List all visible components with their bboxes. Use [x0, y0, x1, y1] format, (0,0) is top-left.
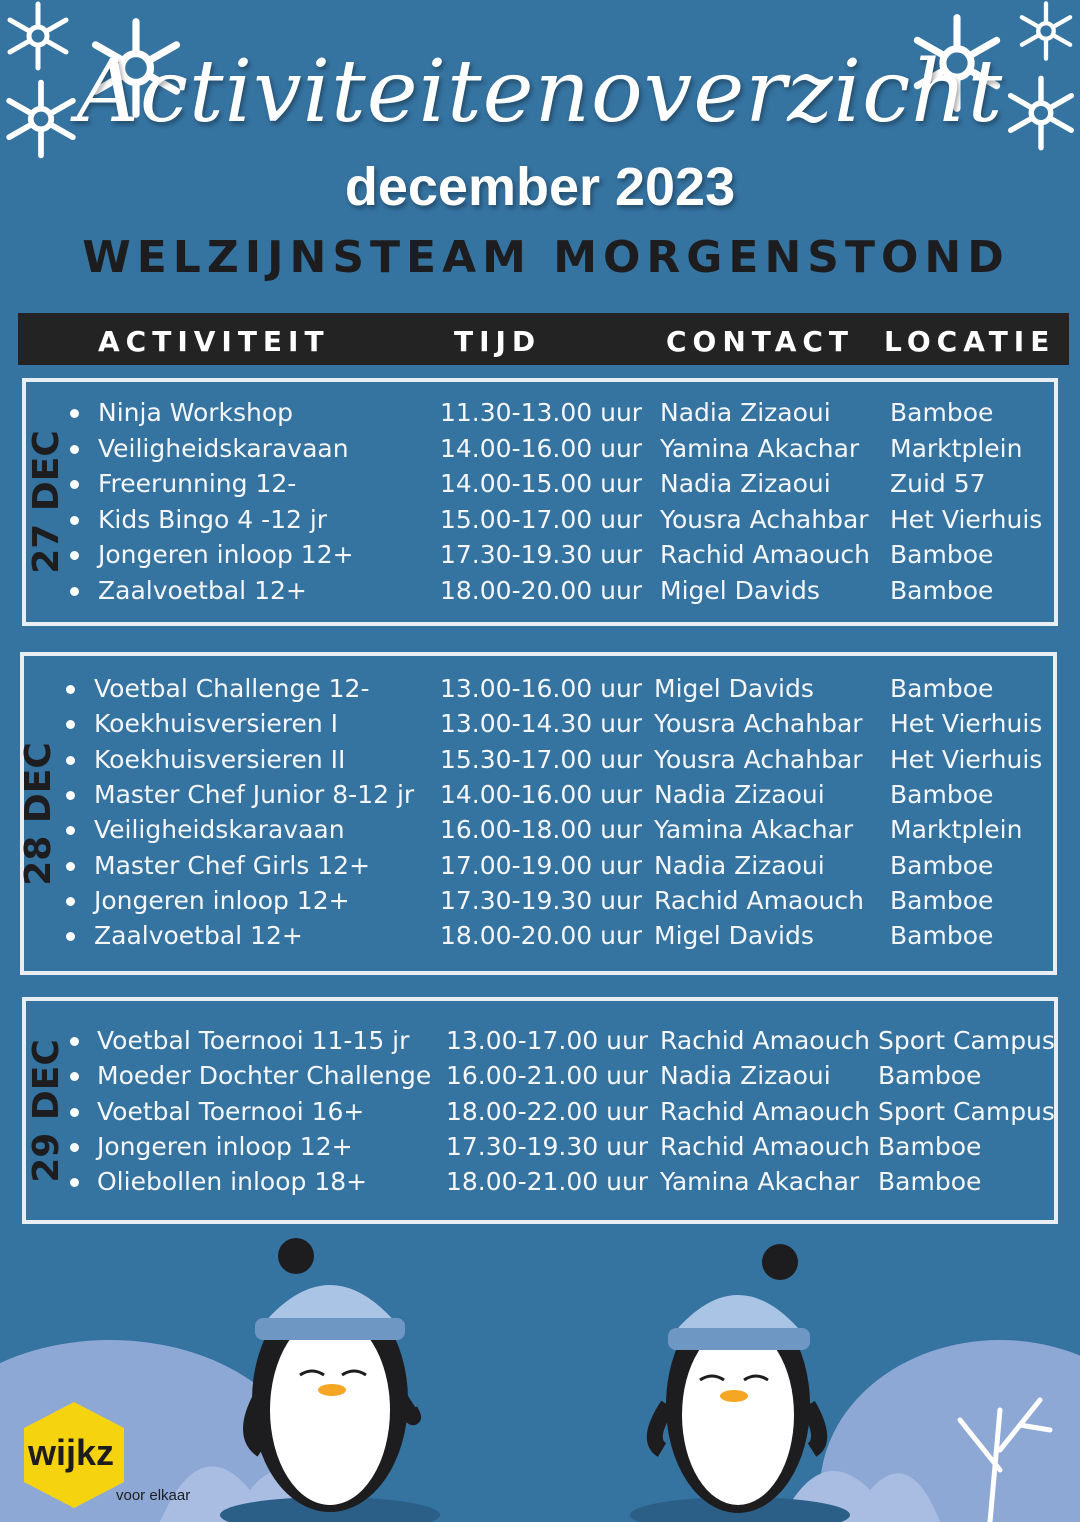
bullet-icon — [70, 409, 79, 418]
row-time: 18.00-20.00 uur — [440, 575, 643, 605]
day-label: 27 DEC — [26, 430, 67, 574]
row-contact: Nadia Zizaoui — [660, 398, 831, 427]
row-contact: Yousra Achahbar — [660, 504, 869, 534]
row-activity: Voetbal Toernooi 16+ — [97, 1096, 365, 1126]
row-activity: Koekhuisversieren I — [94, 709, 339, 739]
row-location: Bamboe — [890, 674, 994, 703]
row-activity: Zaalvoetbal 12+ — [98, 575, 307, 605]
row-location: Sport Campus — [878, 1026, 1055, 1055]
bullet-icon — [70, 587, 79, 596]
row-time: 18.00-21.00 uur — [446, 1167, 649, 1197]
row-location: Bamboe — [878, 1167, 982, 1197]
bullet-icon — [70, 1108, 79, 1117]
row-time: 17.30-19.30 uur — [440, 885, 643, 915]
row-activity: Veiligheidskaravaan — [94, 815, 345, 845]
row-location: Bamboe — [890, 398, 994, 427]
row-contact: Rachid Amaouch — [660, 540, 870, 569]
row-activity: Jongeren inloop 12+ — [98, 540, 354, 569]
row-location: Bamboe — [890, 779, 994, 809]
row-location: Bamboe — [890, 921, 994, 951]
row-contact: Yamina Akachar — [660, 433, 860, 463]
row-time: 17.30-19.30 uur — [446, 1131, 649, 1161]
row-activity: Veiligheidskaravaan — [98, 433, 349, 463]
row-location: Bamboe — [890, 575, 994, 605]
row-contact: Yamina Akachar — [660, 1167, 860, 1197]
row-location: Het Vierhuis — [890, 504, 1043, 534]
column-header-location: LOCATIE — [884, 325, 1056, 358]
row-location: Bamboe — [890, 850, 994, 880]
page-title: Activiteitenoverzicht — [76, 42, 1004, 142]
penguin-illustration-left — [251, 1238, 413, 1512]
row-contact: Rachid Amaouch — [660, 1026, 870, 1055]
day-label: 29 DEC — [26, 1038, 67, 1183]
row-contact: Yamina Akachar — [654, 815, 854, 845]
column-header-bar — [18, 313, 1069, 365]
row-activity: Kids Bingo 4 -12 jr — [98, 504, 328, 534]
page-subtitle: december 2023 — [344, 157, 736, 217]
row-time: 17.00-19.00 uur — [440, 850, 643, 880]
row-time: 16.00-18.00 uur — [440, 815, 643, 845]
row-time: 11.30-13.00 uur — [440, 398, 643, 427]
row-contact: Yousra Achahbar — [654, 709, 863, 739]
row-location: Bamboe — [890, 885, 994, 915]
bullet-icon — [70, 1037, 79, 1046]
row-activity: Voetbal Challenge 12- — [94, 674, 370, 703]
column-header-contact: CONTACT — [666, 325, 855, 358]
bullet-icon — [66, 897, 75, 906]
row-activity: Master Chef Girls 12+ — [94, 850, 371, 880]
row-location: Bamboe — [878, 1131, 982, 1161]
row-contact: Nadia Zizaoui — [660, 469, 831, 498]
row-contact: Rachid Amaouch — [654, 885, 864, 915]
bullet-icon — [66, 685, 75, 694]
row-contact: Rachid Amaouch — [660, 1096, 870, 1126]
row-time: 15.00-17.00 uur — [440, 504, 643, 534]
bullet-icon — [70, 516, 79, 525]
row-location: Het Vierhuis — [890, 709, 1043, 739]
column-header-activity: ACTIVITEIT — [98, 325, 330, 358]
row-contact: Rachid Amaouch — [660, 1131, 870, 1161]
row-activity: Master Chef Junior 8-12 jr — [94, 779, 415, 809]
row-contact: Migel Davids — [660, 575, 820, 605]
row-contact: Migel Davids — [654, 921, 814, 951]
row-location: Het Vierhuis — [890, 744, 1043, 774]
row-contact: Nadia Zizaoui — [660, 1061, 831, 1091]
logo-tagline: voor elkaar — [116, 1487, 191, 1504]
row-time: 14.00-15.00 uur — [440, 469, 643, 498]
team-name: WELZIJNSTEAM MORGENSTOND — [82, 232, 1010, 283]
row-contact: Migel Davids — [654, 674, 814, 703]
winter-scenery — [0, 1230, 1080, 1522]
row-time: 16.00-21.00 uur — [446, 1061, 649, 1091]
penguin-illustration-right — [655, 1244, 819, 1513]
row-activity: Freerunning 12- — [98, 469, 297, 498]
row-activity: Voetbal Toernooi 11-15 jr — [97, 1026, 410, 1055]
row-location: Marktplein — [890, 433, 1023, 463]
bullet-icon — [66, 862, 75, 871]
row-contact: Yousra Achahbar — [654, 744, 863, 774]
row-time: 13.00-16.00 uur — [440, 674, 643, 703]
row-time: 14.00-16.00 uur — [440, 433, 643, 463]
bullet-icon — [70, 551, 79, 560]
bullet-icon — [70, 1143, 79, 1152]
row-activity: Zaalvoetbal 12+ — [94, 921, 303, 951]
row-time: 14.00-16.00 uur — [440, 779, 643, 809]
row-location: Bamboe — [890, 540, 994, 569]
day-label: 28 DEC — [18, 741, 59, 886]
row-time: 15.30-17.00 uur — [440, 744, 643, 774]
row-time: 18.00-22.00 uur — [446, 1096, 649, 1126]
row-location: Zuid 57 — [890, 469, 986, 498]
bullet-icon — [70, 480, 79, 489]
row-activity: Ninja Workshop — [98, 398, 294, 427]
row-location: Marktplein — [890, 815, 1023, 845]
row-activity: Jongeren inloop 12+ — [94, 885, 350, 915]
row-activity: Oliebollen inloop 18+ — [97, 1167, 368, 1197]
bullet-icon — [70, 445, 79, 454]
row-activity: Jongeren inloop 12+ — [97, 1131, 353, 1161]
row-contact: Nadia Zizaoui — [654, 850, 825, 880]
row-time: 17.30-19.30 uur — [440, 540, 643, 569]
row-activity: Moeder Dochter Challenge — [97, 1061, 432, 1091]
logo-name: wijkz — [28, 1432, 115, 1473]
column-header-time: TIJD — [454, 325, 542, 358]
row-time: 13.00-14.30 uur — [440, 709, 643, 739]
row-contact: Nadia Zizaoui — [654, 779, 825, 809]
row-location: Sport Campus — [878, 1096, 1055, 1126]
bullet-icon — [66, 756, 75, 765]
row-time: 13.00-17.00 uur — [446, 1026, 649, 1055]
bullet-icon — [66, 791, 75, 800]
row-activity: Koekhuisversieren II — [94, 744, 346, 774]
row-time: 18.00-20.00 uur — [440, 921, 643, 951]
row-location: Bamboe — [878, 1061, 982, 1091]
